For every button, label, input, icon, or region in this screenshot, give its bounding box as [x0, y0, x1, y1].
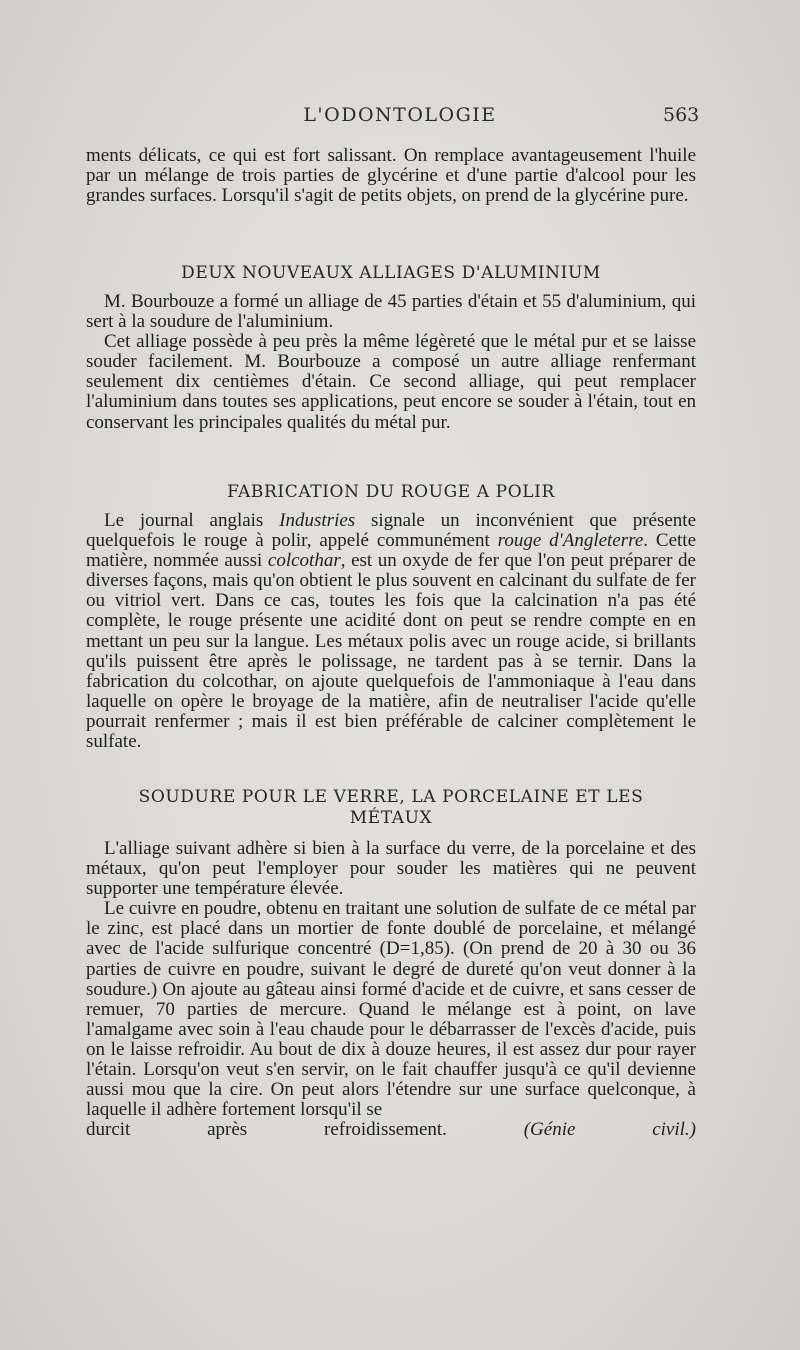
- section-heading-rouge: FABRICATION DU ROUGE A POLIR: [227, 482, 555, 502]
- text-run: . Cette matière, nommée aussi: [86, 530, 696, 572]
- section-solder-body: [86, 839, 696, 1140]
- text-run: signale un inconvénient que présente quelquefois le rouge à polir, appelé communément: [86, 510, 696, 552]
- text-run: , est un oxyde de fer que l'on peut préparer de diverses façons, mais qu'on obtient le plus souvent en calcinant du sulfate de fer ou vitriol vert. Dans ce cas, toutes les fois que la calcination n'a pas été complète, le rouge présente une acidité dont on peut se rendre compte en en mettant un peu sur la langue. Les métaux polis avec un rouge acide, si brillants qu'ils puissent être après le polissage, ne tardent pas à se ternir. Dans la fabrication du colcothar, on ajoute quelquefois de l'ammoniaque à l'eau dans laquelle on opère le broyage de la matière, afin de neutraliser l'acide qu'elle pourrait renfermer ; mais il est bien préférable de calciner complètement le sulfate.: [86, 550, 696, 753]
- section-heading-solder: [86, 787, 696, 829]
- section-heading-alloys: DEUX NOUVEAUX ALLIAGES D'ALUMINIUM: [181, 263, 601, 283]
- running-title: L'ODONTOLOGIE: [303, 104, 497, 126]
- paragraph: [86, 511, 696, 752]
- term-colcothar: colcothar: [267, 550, 341, 572]
- heading-line: SOUDURE POUR LE VERRE, LA PORCELAINE ET LES: [138, 787, 644, 807]
- text-run: Le journal anglais: [104, 510, 280, 531]
- paragraph: L'alliage suivant adhère si bien à la surface du verre, de la porcelaine et des métaux, qu'on peut l'employer pour souder les matières qui ne peuvent supporter une température élevée.: [86, 838, 696, 900]
- product-name: rouge d'Angleterre: [497, 530, 644, 552]
- journal-name: Industries: [279, 510, 356, 531]
- intro-paragraph: ments délicats, ce qui est fort salissant. On remplace avantageusement l'huile par un mélange de trois parties de glycérine et d'une partie d'alcool pour les grandes surfaces. Lorsqu'il s'agit de petits objets, on prend de la glycérine pure.: [86, 145, 696, 207]
- intro-block: [86, 146, 696, 206]
- section-rouge-body: [86, 511, 696, 752]
- page-number: 563: [663, 104, 700, 126]
- source-citation: (Génie civil.): [523, 1119, 697, 1141]
- heading-line: MÉTAUX: [349, 808, 433, 828]
- section-alloys-body: [86, 292, 696, 433]
- text-run: durcit après refroidissement.: [86, 1119, 447, 1141]
- closing-line: [86, 1120, 696, 1140]
- paragraph: Cet alliage possède à peu près la même légèreté que le métal pur et se laisse souder facilement. M. Bourbouze a composé un autre alliage renfermant seulement dix centièmes d'étain. Ce second alliage, qui peut remplacer l'aluminium dans toutes ses applications, peut encore se souder à l'étain, tout en conservant les principales qualités du métal pur.: [86, 331, 696, 433]
- paragraph: M. Bourbouze a formé un alliage de 45 parties d'étain et 55 d'aluminium, qui sert à la soudure de l'aluminium.: [86, 291, 696, 333]
- paragraph: Le cuivre en poudre, obtenu en traitant une solution de sulfate de ce métal par le zinc, est placé dans un mortier de fonte doublé de porcelaine, et mélangé avec de l'acide sulfurique concentré (D=1,85). (On prend de 20 à 30 ou 36 parties de cuivre en poudre, suivant le degré de dureté qu'on veut donner à la soudure.) On ajoute au gâteau ainsi formé d'acide et de cuivre, et sans cesser de remuer, 70 parties de mercure. Quand le mélange est à point, on lave l'amalgame avec soin à l'eau chaude pour le débarrasser de l'excès d'acide, puis on le laisse refroidir. Au bout de dix à douze heures, il est assez dur pour rayer l'étain. Lorsqu'on veut s'en servir, on le fait chauffer jusqu'à ce qu'il devienne aussi mou que la cire. On peut alors l'étendre sur une surface quelconque, à laquelle il adhère fortement lorsqu'il se: [86, 898, 696, 1121]
